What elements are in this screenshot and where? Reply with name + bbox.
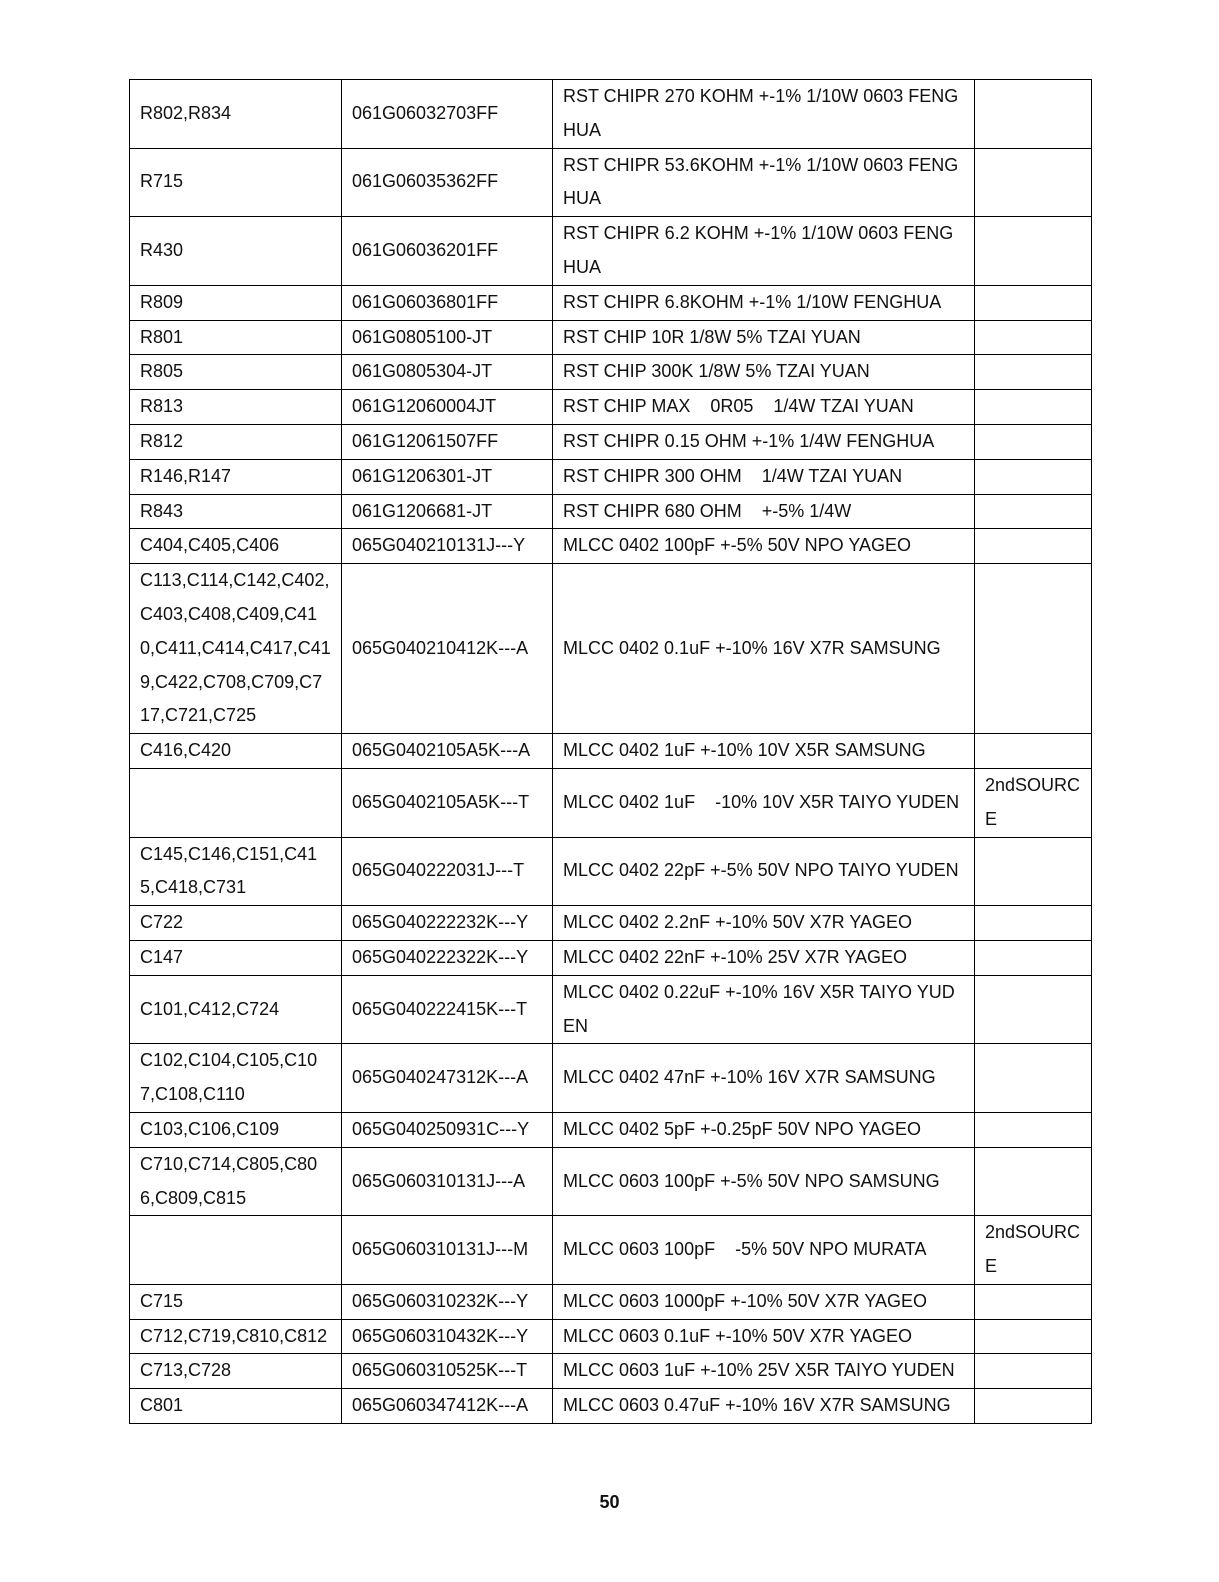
part-number-cell: 065G060310432K---Y	[342, 1319, 553, 1354]
location-cell	[130, 1216, 342, 1285]
description-cell: RST CHIPR 270 KOHM +-1% 1/10W 0603 FENGHUA	[553, 80, 975, 149]
part-number-cell: 061G12060004JT	[342, 390, 553, 425]
location-cell: C113,C114,C142,C402,C403,C408,C409,C410,C411,C414,C417,C419,C422,C708,C709,C717,C721,C725	[130, 564, 342, 734]
table-row	[130, 285, 1092, 320]
location-cell: R812	[130, 424, 342, 459]
part-number-cell: 061G1206301-JT	[342, 459, 553, 494]
remark-cell	[975, 1319, 1092, 1354]
table-row	[130, 320, 1092, 355]
table-row	[130, 424, 1092, 459]
remark-cell	[975, 320, 1092, 355]
part-number-cell: 065G040210412K---A	[342, 564, 553, 734]
location-cell: R801	[130, 320, 342, 355]
location-cell: C713,C728	[130, 1354, 342, 1389]
bom-table-body	[130, 80, 1092, 1424]
description-cell: RST CHIPR 6.2 KOHM +-1% 1/10W 0603 FENGHUA	[553, 217, 975, 286]
remark-cell: 2ndSOURCE	[975, 1216, 1092, 1285]
table-row	[130, 837, 1092, 906]
remark-cell	[975, 1044, 1092, 1113]
part-number-cell: 065G040222031J---T	[342, 837, 553, 906]
table-row	[130, 80, 1092, 149]
table-row	[130, 1319, 1092, 1354]
location-cell: R715	[130, 148, 342, 217]
part-number-cell: 065G040222232K---Y	[342, 906, 553, 941]
remark-cell	[975, 494, 1092, 529]
remark-cell	[975, 975, 1092, 1044]
page-number: 50	[599, 1492, 620, 1512]
remark-cell	[975, 1354, 1092, 1389]
part-number-cell: 065G0402105A5K---A	[342, 734, 553, 769]
location-cell	[130, 768, 342, 837]
location-cell: C145,C146,C151,C415,C418,C731	[130, 837, 342, 906]
location-cell: C101,C412,C724	[130, 975, 342, 1044]
part-number-cell: 065G040210131J---Y	[342, 529, 553, 564]
remark-cell	[975, 1389, 1092, 1424]
part-number-cell: 061G1206681-JT	[342, 494, 553, 529]
description-cell: MLCC 0603 100pF -5% 50V NPO MURATA	[553, 1216, 975, 1285]
remark-cell	[975, 459, 1092, 494]
remark-cell	[975, 148, 1092, 217]
table-row	[130, 1354, 1092, 1389]
description-cell: MLCC 0402 100pF +-5% 50V NPO YAGEO	[553, 529, 975, 564]
remark-cell	[975, 940, 1092, 975]
part-number-cell: 065G060310232K---Y	[342, 1284, 553, 1319]
part-number-cell: 061G06036201FF	[342, 217, 553, 286]
table-row	[130, 734, 1092, 769]
remark-cell	[975, 355, 1092, 390]
description-cell: MLCC 0402 47nF +-10% 16V X7R SAMSUNG	[553, 1044, 975, 1113]
description-cell: MLCC 0603 0.47uF +-10% 16V X7R SAMSUNG	[553, 1389, 975, 1424]
table-row	[130, 1147, 1092, 1216]
part-number-cell: 065G060310131J---A	[342, 1147, 553, 1216]
part-number-cell: 061G0805304-JT	[342, 355, 553, 390]
remark-cell	[975, 564, 1092, 734]
table-row	[130, 148, 1092, 217]
remark-cell	[975, 1147, 1092, 1216]
description-cell: MLCC 0402 22pF +-5% 50V NPO TAIYO YUDEN	[553, 837, 975, 906]
part-number-cell: 061G06032703FF	[342, 80, 553, 149]
description-cell: MLCC 0402 2.2nF +-10% 50V X7R YAGEO	[553, 906, 975, 941]
table-row	[130, 217, 1092, 286]
description-cell: RST CHIPR 300 OHM 1/4W TZAI YUAN	[553, 459, 975, 494]
location-cell: R813	[130, 390, 342, 425]
table-row	[130, 390, 1092, 425]
location-cell: R802,R834	[130, 80, 342, 149]
location-cell: R146,R147	[130, 459, 342, 494]
remark-cell	[975, 390, 1092, 425]
remark-cell	[975, 529, 1092, 564]
location-cell: C404,C405,C406	[130, 529, 342, 564]
description-cell: MLCC 0402 1uF -10% 10V X5R TAIYO YUDEN	[553, 768, 975, 837]
remark-cell	[975, 837, 1092, 906]
location-cell: C801	[130, 1389, 342, 1424]
table-row	[130, 1389, 1092, 1424]
table-row	[130, 355, 1092, 390]
remark-cell	[975, 734, 1092, 769]
table-row	[130, 1112, 1092, 1147]
remark-cell	[975, 424, 1092, 459]
part-number-cell: 061G06035362FF	[342, 148, 553, 217]
location-cell: R843	[130, 494, 342, 529]
description-cell: RST CHIP 10R 1/8W 5% TZAI YUAN	[553, 320, 975, 355]
part-number-cell: 065G040250931C---Y	[342, 1112, 553, 1147]
description-cell: RST CHIPR 53.6KOHM +-1% 1/10W 0603 FENGHUA	[553, 148, 975, 217]
remark-cell	[975, 1284, 1092, 1319]
description-cell: MLCC 0603 0.1uF +-10% 50V X7R YAGEO	[553, 1319, 975, 1354]
part-number-cell: 065G040222322K---Y	[342, 940, 553, 975]
description-cell: MLCC 0402 22nF +-10% 25V X7R YAGEO	[553, 940, 975, 975]
location-cell: R809	[130, 285, 342, 320]
remark-cell	[975, 906, 1092, 941]
part-number-cell: 065G0402105A5K---T	[342, 768, 553, 837]
description-cell: MLCC 0603 1uF +-10% 25V X5R TAIYO YUDEN	[553, 1354, 975, 1389]
table-row	[130, 906, 1092, 941]
description-cell: MLCC 0603 100pF +-5% 50V NPO SAMSUNG	[553, 1147, 975, 1216]
description-cell: RST CHIPR 6.8KOHM +-1% 1/10W FENGHUA	[553, 285, 975, 320]
remark-cell: 2ndSOURCE	[975, 768, 1092, 837]
part-number-cell: 065G060310525K---T	[342, 1354, 553, 1389]
location-cell: C416,C420	[130, 734, 342, 769]
description-cell: RST CHIP 300K 1/8W 5% TZAI YUAN	[553, 355, 975, 390]
location-cell: R805	[130, 355, 342, 390]
description-cell: MLCC 0402 0.22uF +-10% 16V X5R TAIYO YUDEN	[553, 975, 975, 1044]
part-number-cell: 065G060347412K---A	[342, 1389, 553, 1424]
description-cell: RST CHIPR 680 OHM +-5% 1/4W	[553, 494, 975, 529]
location-cell: C722	[130, 906, 342, 941]
remark-cell	[975, 1112, 1092, 1147]
description-cell: RST CHIP MAX 0R05 1/4W TZAI YUAN	[553, 390, 975, 425]
remark-cell	[975, 285, 1092, 320]
part-number-cell: 061G12061507FF	[342, 424, 553, 459]
location-cell: C102,C104,C105,C107,C108,C110	[130, 1044, 342, 1113]
location-cell: C715	[130, 1284, 342, 1319]
location-cell: C710,C714,C805,C806,C809,C815	[130, 1147, 342, 1216]
table-row	[130, 459, 1092, 494]
description-cell: RST CHIPR 0.15 OHM +-1% 1/4W FENGHUA	[553, 424, 975, 459]
table-row	[130, 768, 1092, 837]
table-row	[130, 529, 1092, 564]
table-row	[130, 494, 1092, 529]
location-cell: C103,C106,C109	[130, 1112, 342, 1147]
remark-cell	[975, 80, 1092, 149]
description-cell: MLCC 0402 0.1uF +-10% 16V X7R SAMSUNG	[553, 564, 975, 734]
table-row	[130, 1044, 1092, 1113]
part-number-cell: 061G0805100-JT	[342, 320, 553, 355]
location-cell: C712,C719,C810,C812	[130, 1319, 342, 1354]
bom-table	[129, 79, 1092, 1424]
part-number-cell: 065G060310131J---M	[342, 1216, 553, 1285]
table-row	[130, 975, 1092, 1044]
description-cell: MLCC 0402 5pF +-0.25pF 50V NPO YAGEO	[553, 1112, 975, 1147]
table-row	[130, 1216, 1092, 1285]
table-row	[130, 1284, 1092, 1319]
location-cell: R430	[130, 217, 342, 286]
location-cell: C147	[130, 940, 342, 975]
table-row	[130, 564, 1092, 734]
remark-cell	[975, 217, 1092, 286]
part-number-cell: 065G040247312K---A	[342, 1044, 553, 1113]
part-number-cell: 061G06036801FF	[342, 285, 553, 320]
table-row	[130, 940, 1092, 975]
part-number-cell: 065G040222415K---T	[342, 975, 553, 1044]
description-cell: MLCC 0603 1000pF +-10% 50V X7R YAGEO	[553, 1284, 975, 1319]
description-cell: MLCC 0402 1uF +-10% 10V X5R SAMSUNG	[553, 734, 975, 769]
